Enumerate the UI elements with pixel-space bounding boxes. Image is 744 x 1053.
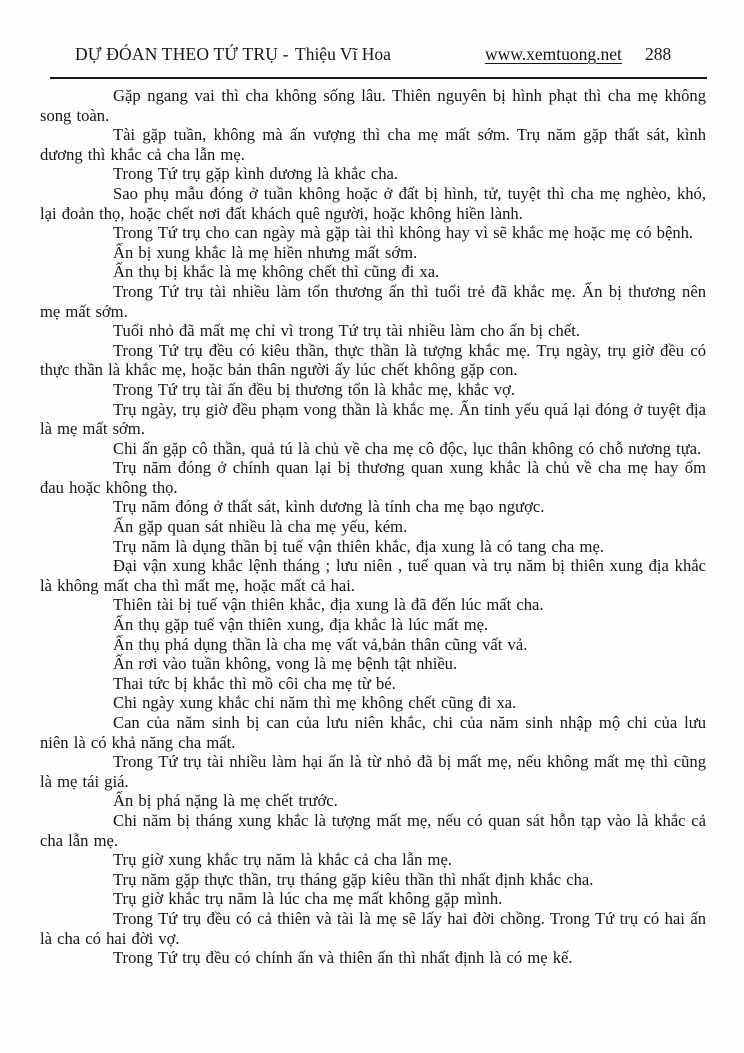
- book-title: DỰ ĐÓAN THEO TỨ TRỤ -: [75, 44, 289, 64]
- paragraph: Trụ năm là dụng thần bị tuế vận thiên khắc, địa xung là có tang cha mẹ.: [113, 536, 604, 556]
- paragraph: Tuổi nhỏ đã mất mẹ chỉ vì trong Tứ trụ tài nhiều làm cho ấn bị chết.: [113, 321, 580, 341]
- paragraph: Sao phụ mẫu đóng ở tuần không hoặc ở đất bị hình, tử, tuyệt thì cha mẹ nghèo, khó, lại đoản thọ, hoặc chết nơi đất khách quê người, hoặc không hiền lành.: [40, 183, 706, 223]
- paragraph: Ấn gặp quan sát nhiều là cha mẹ yếu, kém.: [113, 517, 408, 537]
- paragraph: Trụ giờ xung khắc trụ năm là khắc cả cha lẫn mẹ.: [113, 850, 452, 870]
- page-number: 288: [645, 44, 672, 64]
- paragraph: Trong Tứ trụ cho can ngày mà gặp tài thì không hay vì sẽ khắc mẹ hoặc mẹ có bệnh.: [113, 223, 694, 243]
- paragraph: Trong Tứ trụ đều có kiêu thần, thực thần là tượng khắc mẹ. Trụ ngày, trụ giờ đều có thực thần là khắc mẹ, hoặc bản thân người ấy lúc chết không gặp con.: [40, 340, 706, 380]
- website-link[interactable]: www.xemtuong.net: [485, 44, 622, 64]
- paragraph: Chi ấn gặp cô thần, quả tú là chủ về cha mẹ cô độc, lục thân không có chỗ nương tựa.: [113, 438, 702, 458]
- paragraph: Trong Tứ trụ đều có cả thiên và tài là mẹ sẽ lấy hai đời chồng. Trong Tứ trụ có hai ấn là cha có hai đời vợ.: [40, 908, 706, 948]
- running-header: [0, 44, 744, 68]
- paragraph: Ấn thụ gặp tuế vận thiên xung, địa khắc là lúc mất mẹ.: [113, 615, 489, 635]
- paragraph: Trong Tứ trụ tài nhiều làm tổn thương ấn thì tuổi trẻ đã khắc mẹ. Ấn bị thương nên mẹ mất sớm.: [40, 281, 706, 321]
- paragraph: Can của năm sinh bị can của lưu niên khắc, chi của năm sinh nhập mộ chi của lưu niên là có khả năng cha mất.: [40, 713, 706, 752]
- paragraph: Trụ năm đóng ở thất sát, kình dương là tính cha mẹ bạo ngược.: [113, 497, 545, 517]
- paragraph: Trụ năm gặp thực thần, trụ tháng gặp kiêu thần thì nhất định khắc cha.: [113, 869, 594, 889]
- paragraph: Trụ ngày, trụ giờ đều phạm vong thần là khắc mẹ. Ấn tinh yếu quá lại đóng ở tuyệt địa là mẹ mất sớm.: [40, 399, 706, 439]
- paragraph: Tài gặp tuần, không mà ấn vượng thì cha mẹ mất sớm. Trụ năm gặp thất sát, kình dương thì khắc cả cha lẫn mẹ.: [40, 125, 706, 164]
- paragraph: Trụ giờ khắc trụ năm là lúc cha mẹ mất không gặp mình.: [113, 889, 503, 909]
- paragraph: Đại vận xung khắc lệnh tháng ; lưu niên , tuế quan và trụ năm bị thiên xung địa khắc là không mất cha thì mất mẹ, hoặc mất cả hai.: [40, 556, 706, 595]
- paragraph: Trong Tứ trụ đều có chính ấn và thiên ấn thì nhất định là có mẹ kế.: [113, 948, 573, 968]
- paragraph: Ấn thụ phá dụng thần là cha mẹ vất vả,bản thân cũng vất vả.: [113, 634, 528, 654]
- header-divider: [50, 77, 707, 79]
- paragraph: Ấn rơi vào tuần không, vong là mẹ bệnh tật nhiều.: [113, 654, 458, 674]
- paragraph: Trong Tứ trụ tài nhiều làm hại ấn là từ nhỏ đã bị mất mẹ, nếu không mất mẹ thì cũng là mẹ tái giá.: [40, 752, 706, 791]
- paragraph: Trong Tứ trụ gặp kình dương là khắc cha.: [113, 164, 399, 184]
- page-body: [40, 86, 706, 968]
- paragraph: Ấn thụ bị khắc là mẹ không chết thì cũng đi xa.: [113, 262, 440, 282]
- paragraph: Ấn bị xung khắc là mẹ hiền nhưng mất sớm.: [113, 242, 418, 262]
- paragraph: Thiên tài bị tuế vận thiên khắc, địa xung là đã đến lúc mất cha.: [113, 595, 544, 615]
- paragraph: Trụ năm đóng ở chính quan lại bị thương quan xung khắc là chủ về cha mẹ hay ốm đau hoặc không thọ.: [40, 458, 706, 497]
- author-name: Thiệu Vĩ Hoa: [295, 44, 391, 64]
- paragraph: Chi ngày xung khắc chi năm thì mẹ không chết cũng đi xa.: [113, 693, 517, 713]
- paragraph: Gặp ngang vai thì cha không sống lâu. Thiên nguyên bị hình phạt thì cha mẹ không song toàn.: [40, 86, 706, 125]
- paragraph: Chi năm bị tháng xung khắc là tượng mất mẹ, nếu có quan sát hỗn tạp vào là khắc cả cha lẫn mẹ.: [40, 810, 706, 850]
- paragraph: Trong Tứ trụ tài ấn đều bị thương tổn là khắc mẹ, khắc vợ.: [113, 379, 516, 399]
- paragraph: Ấn bị phá nặng là mẹ chết trước.: [113, 791, 338, 811]
- paragraph: Thai tức bị khắc thì mồ côi cha mẹ từ bé.: [113, 673, 396, 693]
